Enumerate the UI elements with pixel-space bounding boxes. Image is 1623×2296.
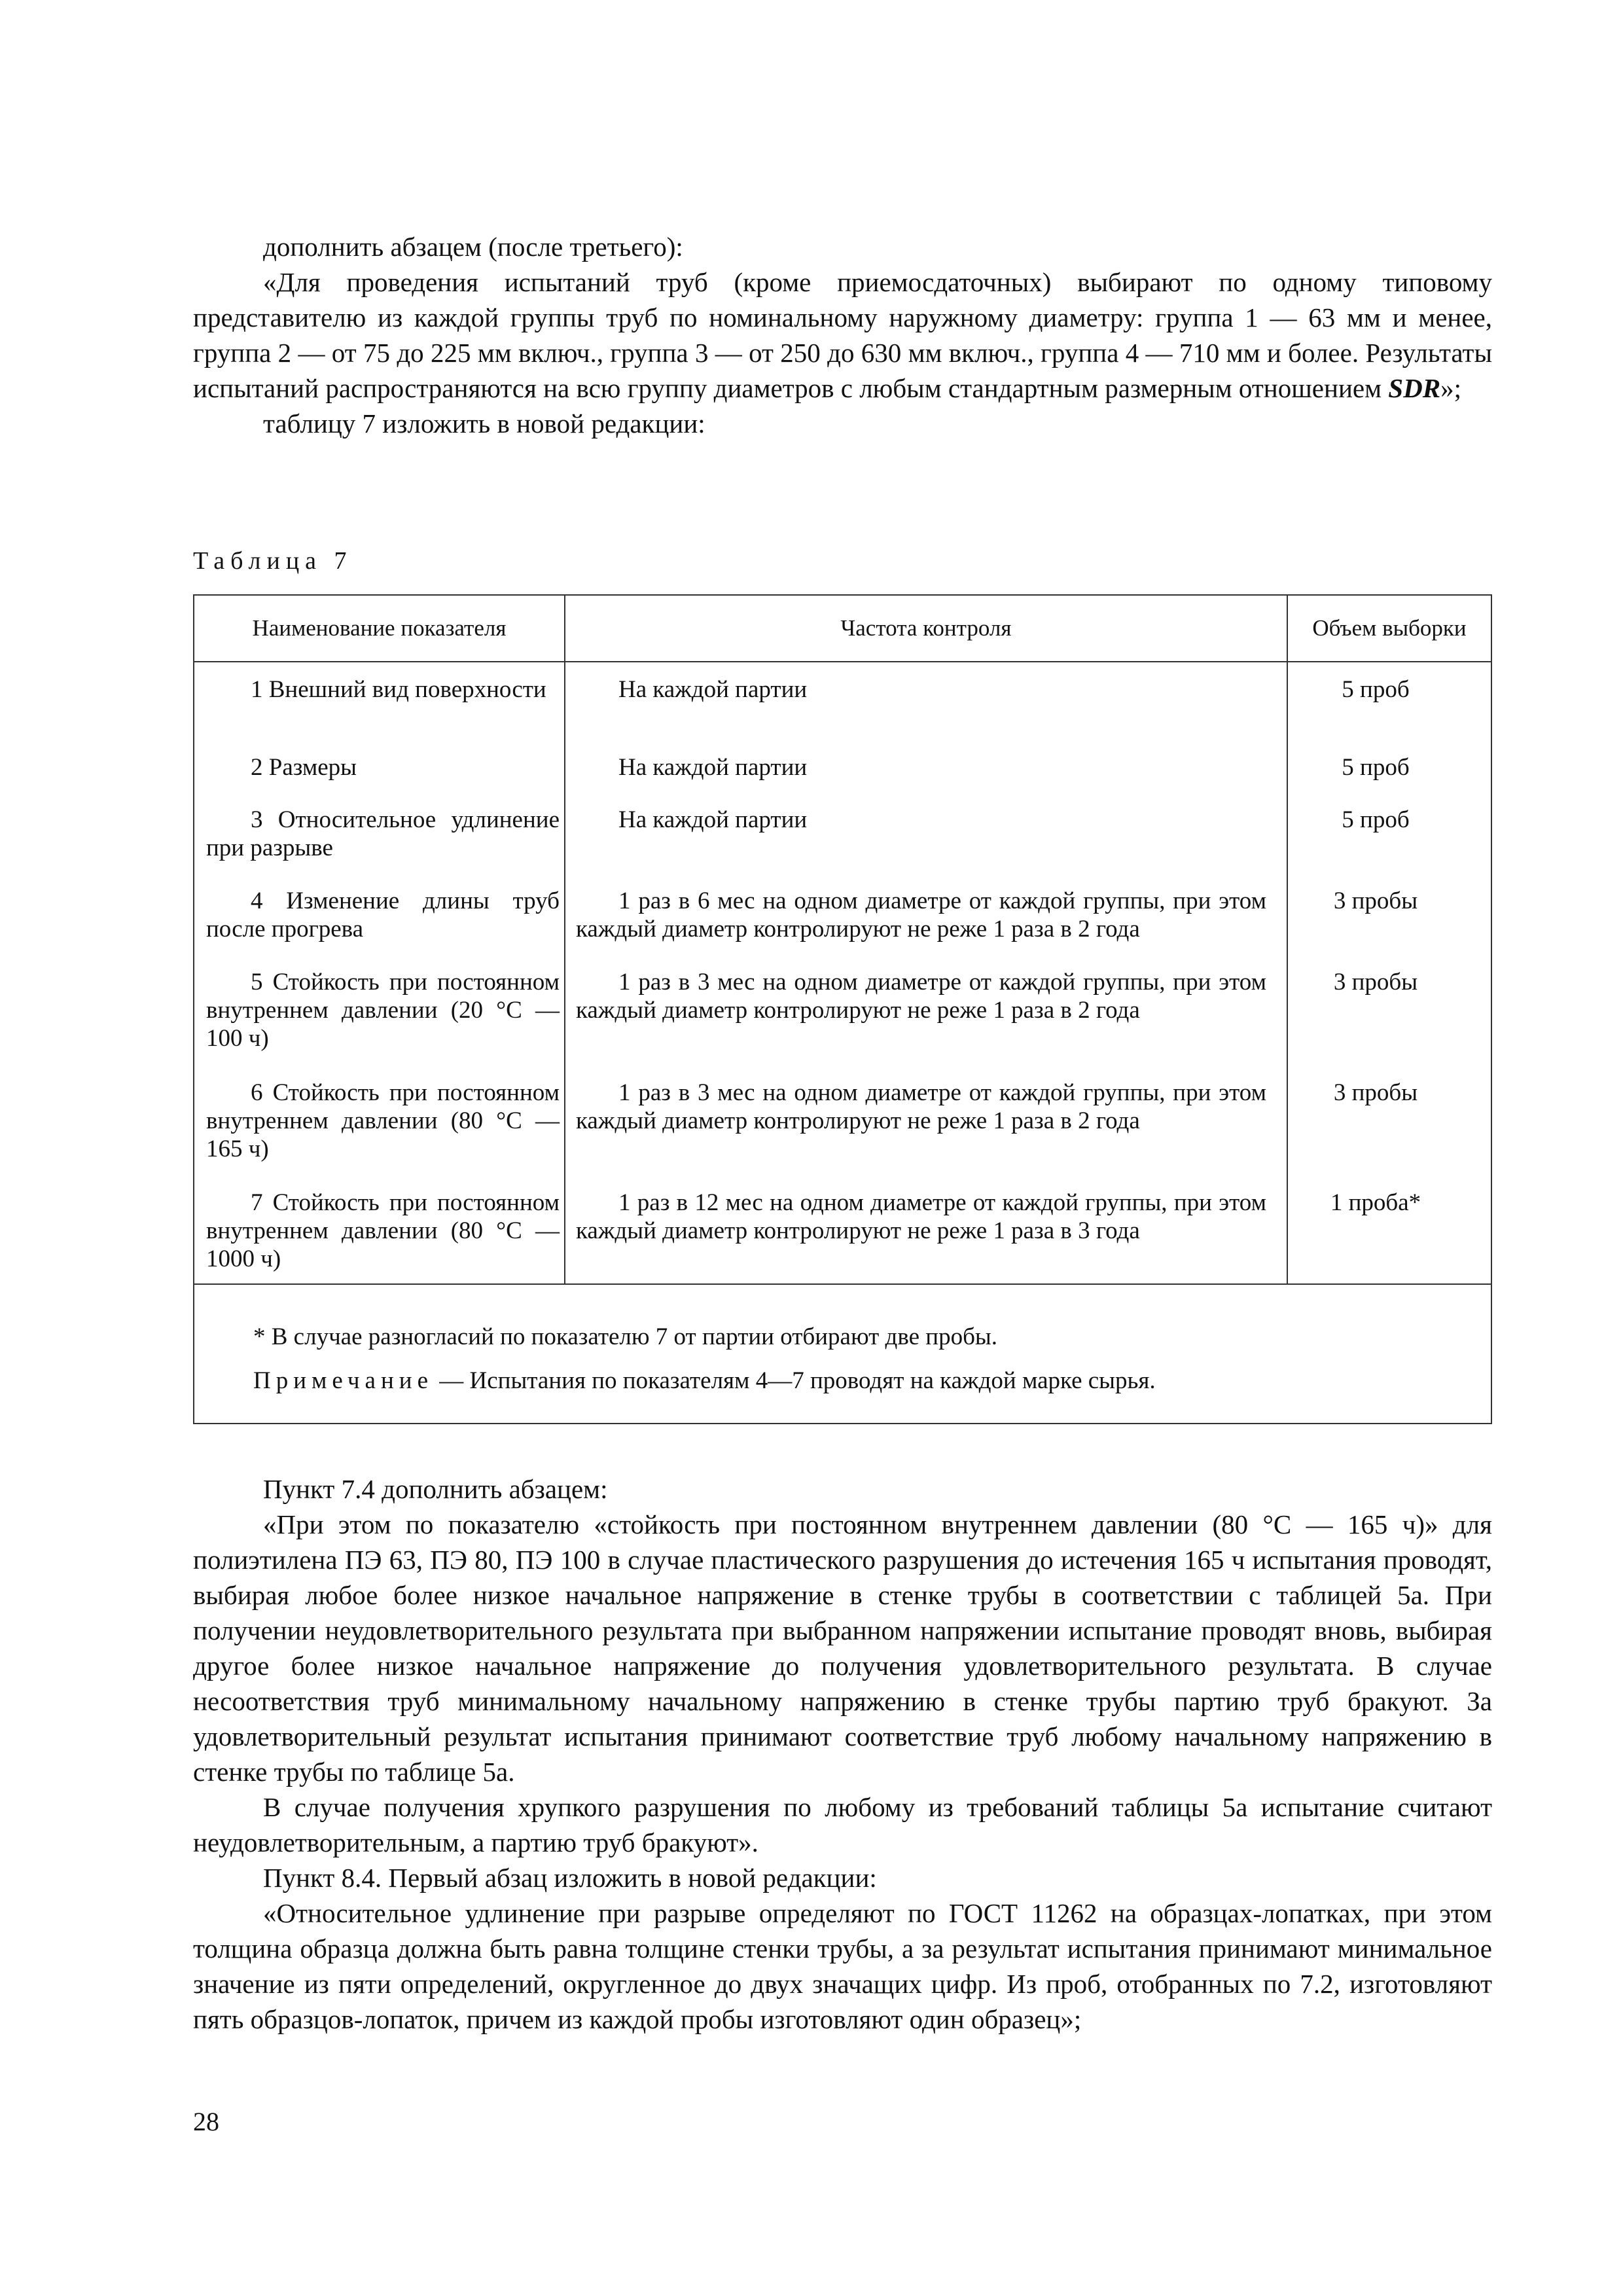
cell-sample-size: 3 пробы [1333,1079,1418,1106]
cell-sample-size: 5 проб [1342,676,1410,703]
page-number: 28 [193,2107,219,2136]
cell-sample-size: 5 проб [1342,754,1410,781]
table-caption: Таблица 7 [193,547,353,575]
cell-frequency: 1 раз в 3 мес на одном диаметре от каждой группы, при этом каждый диаметр контролируют не реже 1 раза в 2 года [576,969,1266,1024]
table-header [194,596,1491,662]
intro-text [193,229,1492,441]
cell-indicator: 1 Внешний вид поверхности [251,676,546,703]
paragraph-8-4-heading: Пункт 8.4. Первый абзац изложить в новой редакции: [263,1863,877,1893]
cell-sample-size: 3 пробы [1333,969,1418,996]
cell-indicator: 2 Размеры [251,754,357,781]
sdr-term: SDR [1388,373,1441,403]
table-note [253,1367,1156,1395]
cell-frequency: На каждой партии [618,754,808,781]
paragraph-7-4-continuation: В случае получения хрупкого разрушения по любому из требований таблицы 5а испытание считают неудовлетворительным, а партию труб бракуют». [193,1792,1492,1857]
cell-indicator: 5 Стойкость при постоянном внутреннем давлении (20 °С — 100 ч) [206,969,560,1052]
cell-frequency: 1 раз в 6 мес на одном диаметре от каждой группы, при этом каждый диаметр контролируют не реже 1 раза в 2 года [576,888,1266,942]
column-divider [1287,596,1288,1283]
paragraph-7-4-text: «При этом по показателю «стойкость при постоянном внутреннем давлении (80 °С — 165 ч)» для полиэтилена ПЭ 63, ПЭ 80, ПЭ 100 в случае пластического разрушения до истечения 165 ч испытания проводят, выбирая любое более низкое начальное напряжение в стенке трубы в соответствии с таблицей 5а. При получении неудовлетворительного результата при выбранном напряжении испытание проводят вновь, выбирая другое более низкое начальное напряжение до получения удовлетворительного результата. В случае несоответствия труб минимальному начальному напряжению в стенке трубы партию труб бракуют. За удовлетворительный результат испытания принимают соответствие труб любому начальному напряжению в стенке трубы по таблице 5а. [193,1509,1492,1787]
table-footnote: * В случае разногласий по показателю 7 от партии отбирают две пробы. [253,1323,998,1350]
intro-paragraph-3: таблицу 7 изложить в новой редакции: [263,408,705,439]
header-sample-size: Объем выборки [1312,615,1467,641]
cell-indicator: 3 Относительное удлинение при разрыве [206,806,560,861]
amendment-text [193,1471,1492,2037]
intro-paragraph-2-text: «Для проведения испытаний труб (кроме приемосдаточных) выбирают по одному типовому представителю из каждой группы труб по номинальному наружному диаметру: группа 1 — 63 мм и менее, группа 2 — от 75 до 225 мм включ., группа 3 — от 250 до 630 мм включ., группа 4 — 710 мм и более. Результаты испытаний распространяются на всю группу диаметров с любым стандартным размерным отношением [193,267,1492,403]
cell-frequency: На каждой партии [618,806,808,833]
table-7 [193,594,1492,1424]
paragraph-8-4-text: «Относительное удлинение при разрыве определяют по ГОСТ 11262 на образцах-лопатках, при этом толщина образца должна быть равна толщине стенки трубы, а за результат испытания принимают минимальное значение из пяти определений, округленное до двух значащих цифр. Из проб, отобранных по 7.2, изготовляют пять образцов-лопаток, причем из каждой пробы изготовляют один образец»; [193,1898,1492,2034]
cell-sample-size: 5 проб [1342,806,1410,833]
cell-indicator: 4 Изменение длины труб после прогрева [206,888,560,942]
cell-sample-size: 3 пробы [1333,888,1418,914]
column-divider [564,596,565,1283]
note-label: Примечание [253,1367,433,1394]
header-frequency: Частота контроля [840,615,1012,641]
cell-indicator: 6 Стойкость при постоянном внутреннем давлении (80 °С — 165 ч) [206,1079,560,1162]
intro-paragraph-1: дополнить абзацем (после третьего): [263,232,683,262]
cell-frequency: 1 раз в 12 мес на одном диаметре от каждой группы, при этом каждый диаметр контролируют не реже 1 раза в 3 года [576,1189,1266,1244]
intro-paragraph-2 [193,264,1492,406]
cell-indicator: 7 Стойкость при постоянном внутреннем давлении (80 °С — 1000 ч) [206,1189,560,1272]
cell-frequency: 1 раз в 3 мес на одном диаметре от каждой группы, при этом каждый диаметр контролируют не реже 1 раза в 2 года [576,1079,1266,1134]
note-text: — Испытания по показателям 4—7 проводят на каждой марке сырья. [433,1367,1156,1394]
header-indicator: Наименование показателя [252,615,507,641]
paragraph-7-4-heading: Пункт 7.4 дополнить абзацем: [263,1474,608,1504]
cell-sample-size: 1 проба* [1330,1189,1421,1216]
intro-paragraph-2-tail: »; [1440,373,1461,403]
table-footer [194,1283,1491,1424]
cell-frequency: На каждой партии [618,676,808,703]
